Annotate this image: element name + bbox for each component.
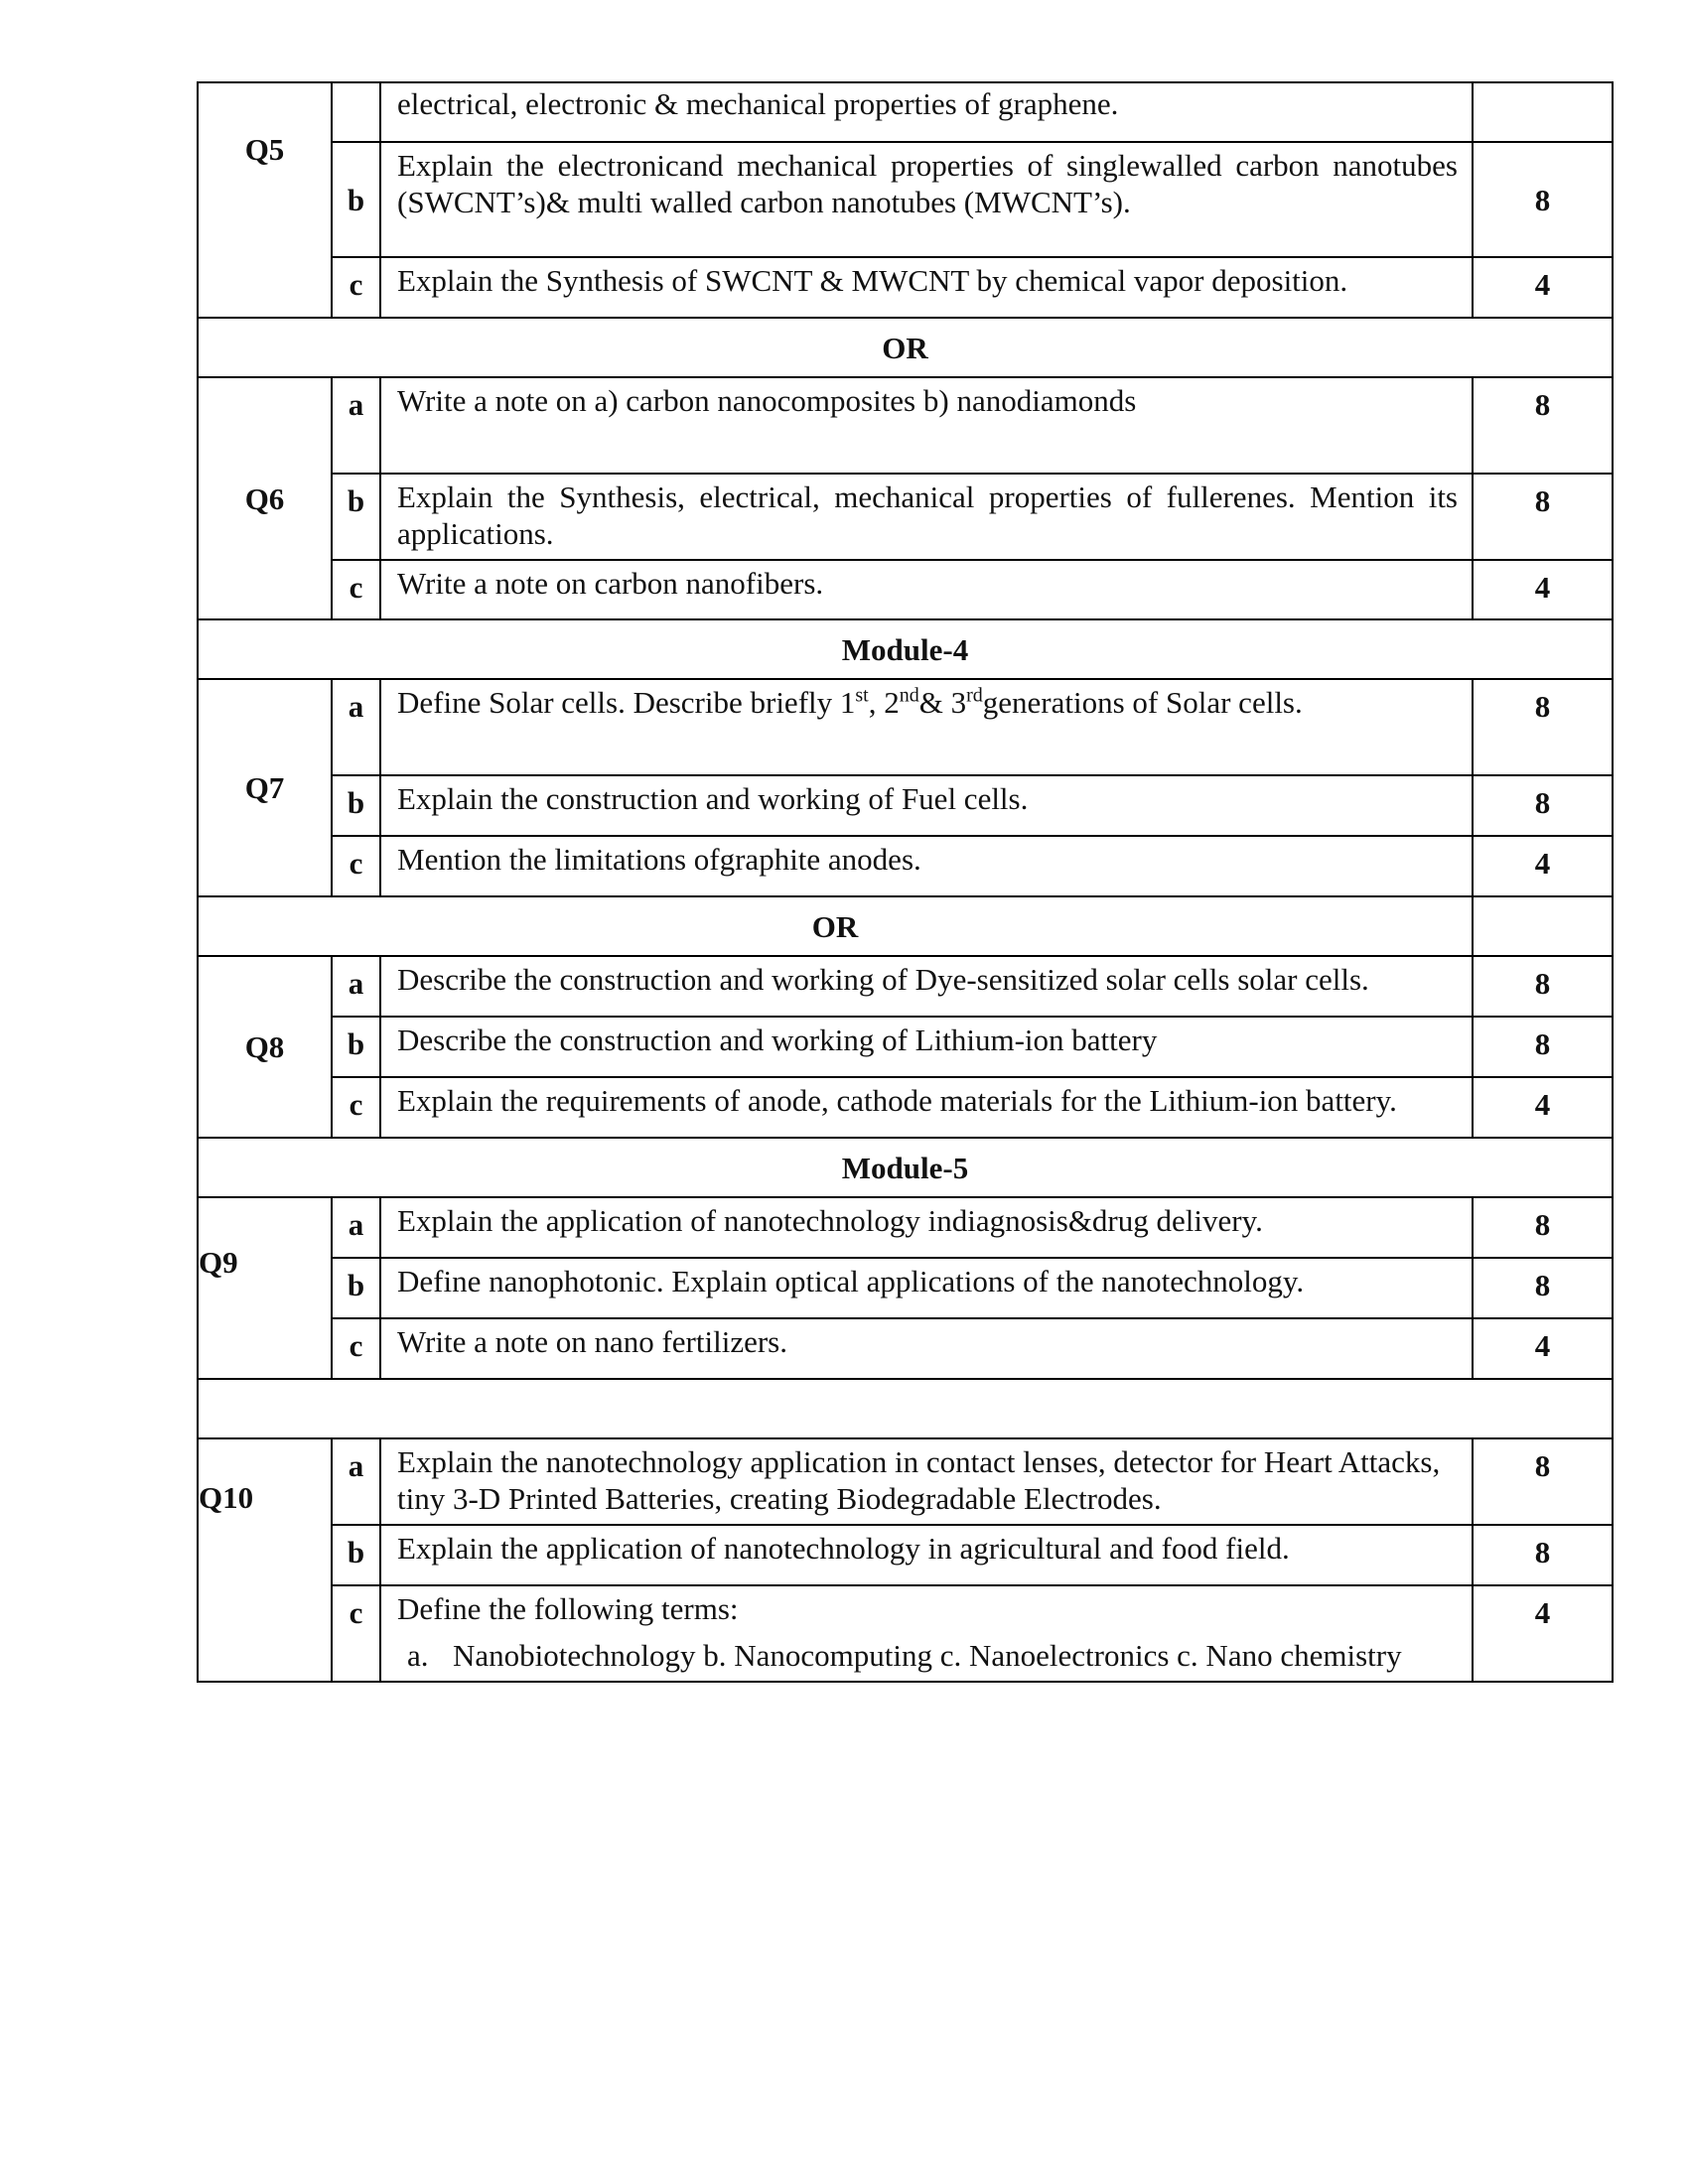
- question-part-letter: c: [332, 1318, 380, 1379]
- question-text: Mention the limitations ofgraphite anodes.: [380, 836, 1473, 896]
- question-text: Explain the requirements of anode, cathode materials for the Lithium-ion battery.: [380, 1077, 1473, 1138]
- sub-item-text: Nanobiotechnology b. Nanocomputing c. Nanoelectronics c. Nano chemistry: [453, 1638, 1402, 1673]
- sub-item-number: a.: [407, 1638, 429, 1673]
- question-part-letter: b: [332, 1525, 380, 1585]
- or-separator: OR: [198, 318, 1613, 377]
- question-marks: 8: [1473, 956, 1613, 1017]
- question-marks: 8: [1473, 1258, 1613, 1318]
- question-text: Explain the construction and working of Fuel cells.: [380, 775, 1473, 836]
- question-marks: 8: [1473, 775, 1613, 836]
- question-marks: 4: [1473, 1318, 1613, 1379]
- question-text: Write a note on carbon nanofibers.: [380, 560, 1473, 619]
- question-part-letter: c: [332, 836, 380, 896]
- question-marks: 4: [1473, 257, 1613, 318]
- question-marks: 8: [1473, 679, 1613, 775]
- question-marks: 8: [1473, 1017, 1613, 1077]
- question-marks: 8: [1473, 1525, 1613, 1585]
- question-part-letter: b: [332, 474, 380, 560]
- question-part-letter: a: [332, 1438, 380, 1525]
- question-marks: 8: [1473, 142, 1613, 257]
- question-part-letter: a: [332, 679, 380, 775]
- question-text: Describe the construction and working of Lithium-ion battery: [380, 1017, 1473, 1077]
- question-part-letter: a: [332, 377, 380, 474]
- question-part-letter: c: [332, 1077, 380, 1138]
- question-number: Q6: [198, 377, 332, 619]
- question-text: Describe the construction and working of Dye-sensitized solar cells solar cells.: [380, 956, 1473, 1017]
- question-marks: 4: [1473, 1585, 1613, 1682]
- question-part-letter: a: [332, 956, 380, 1017]
- question-text: electrical, electronic & mechanical properties of graphene.: [380, 82, 1473, 142]
- question-text: Define Solar cells. Describe briefly 1st, 2nd& 3rdgenerations of Solar cells.: [380, 679, 1473, 775]
- or-separator: OR: [198, 896, 1473, 956]
- question-text: Write a note on a) carbon nanocomposites b) nanodiamonds: [380, 377, 1473, 474]
- sub-item: [397, 1637, 1470, 1674]
- question-number: Q8: [198, 956, 332, 1138]
- module-heading: Module-4: [198, 619, 1613, 679]
- question-number: Q5: [198, 82, 332, 318]
- question-marks: 8: [1473, 1438, 1613, 1525]
- question-marks: 4: [1473, 1077, 1613, 1138]
- question-text-line: Define the following terms:: [397, 1591, 739, 1626]
- module-heading: Module-5: [198, 1138, 1613, 1197]
- question-text: Explain the Synthesis, electrical, mechanical properties of fullerenes. Mention its applications.: [380, 474, 1473, 560]
- question-part-letter: b: [332, 142, 380, 257]
- question-marks: 4: [1473, 836, 1613, 896]
- question-text: Explain the electronicand mechanical properties of singlewalled carbon nanotubes (SWCNT’s)& multi walled carbon nanotubes (MWCNT’s).: [380, 142, 1473, 257]
- question-marks: [1473, 82, 1613, 142]
- question-part-letter: c: [332, 257, 380, 318]
- question-part-letter: b: [332, 1258, 380, 1318]
- question-part-letter: a: [332, 1197, 380, 1258]
- question-marks: 8: [1473, 474, 1613, 560]
- question-text: Define nanophotonic. Explain optical applications of the nanotechnology.: [380, 1258, 1473, 1318]
- question-text: Explain the Synthesis of SWCNT & MWCNT by chemical vapor deposition.: [380, 257, 1473, 318]
- question-text: [380, 1585, 1473, 1682]
- question-text: Explain the nanotechnology application in contact lenses, detector for Heart Attacks, tiny 3-D Printed Batteries, creating Biodegradable Electrodes.: [380, 1438, 1473, 1525]
- question-marks: 4: [1473, 560, 1613, 619]
- question-marks: [1473, 896, 1613, 956]
- question-number: Q10: [198, 1438, 332, 1682]
- question-part-letter: b: [332, 775, 380, 836]
- question-part-letter: b: [332, 1017, 380, 1077]
- question-text: Write a note on nano fertilizers.: [380, 1318, 1473, 1379]
- question-number: Q9: [198, 1197, 332, 1379]
- question-part-letter: c: [332, 1585, 380, 1682]
- question-part-letter: [332, 82, 380, 142]
- question-marks: 8: [1473, 377, 1613, 474]
- question-number: Q7: [198, 679, 332, 896]
- blank-separator-row: [198, 1379, 1613, 1438]
- question-part-letter: c: [332, 560, 380, 619]
- question-marks: 8: [1473, 1197, 1613, 1258]
- question-text: Explain the application of nanotechnology in agricultural and food field.: [380, 1525, 1473, 1585]
- question-table: [197, 81, 1614, 1683]
- question-text: Explain the application of nanotechnology indiagnosis&drug delivery.: [380, 1197, 1473, 1258]
